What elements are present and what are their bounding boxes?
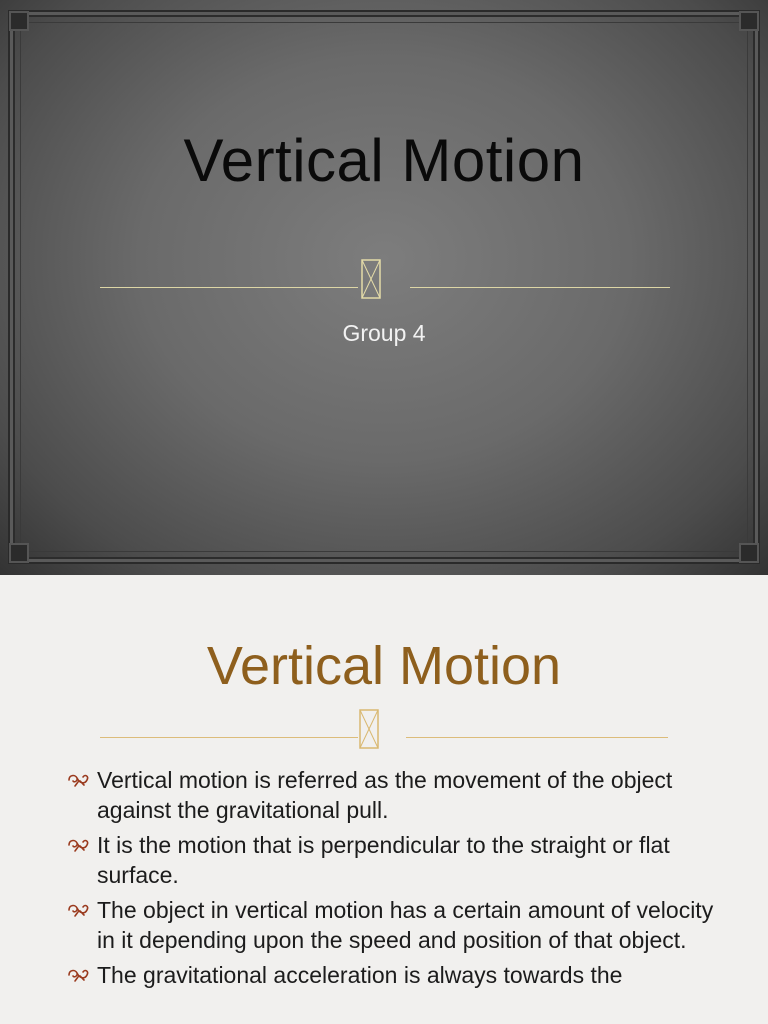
- ornamental-bullet-icon: [66, 898, 92, 920]
- bullet-text: Vertical motion is referred as the movement of the object against the gravitational pull.: [97, 767, 673, 823]
- frame-corner-ornament: [739, 11, 759, 31]
- frame-corner-ornament: [739, 543, 759, 563]
- bullet-item: [66, 895, 716, 955]
- slide-subtitle: Group 4: [342, 320, 426, 346]
- frame-corner-ornament: [9, 543, 29, 563]
- divider-ornament-icon: [361, 259, 377, 295]
- bullet-item: [66, 830, 716, 890]
- frame-corner-ornament: [9, 11, 29, 31]
- bullet-text: The object in vertical motion has a certain amount of velocity in it depending upon the speed and position of that object.: [97, 897, 714, 953]
- slide-title: Vertical Motion: [183, 127, 585, 194]
- divider-line-right: [410, 287, 670, 288]
- bullet-list: [66, 765, 716, 995]
- ornamental-bullet-icon: [66, 833, 92, 855]
- bullet-text: It is the motion that is perpendicular to the straight or flat surface.: [97, 832, 670, 888]
- divider-line-left: [100, 287, 358, 288]
- bullet-item: [66, 765, 716, 825]
- ornamental-bullet-icon: [66, 768, 92, 790]
- bullet-text: The gravitational acceleration is always towards the: [97, 962, 623, 988]
- bullet-item: [66, 960, 716, 990]
- ornamental-bullet-icon: [66, 963, 92, 985]
- divider-ornament-icon: [359, 709, 375, 745]
- slide-title: Vertical Motion: [206, 636, 562, 696]
- content-slide: [0, 575, 768, 1024]
- divider-line-right: [406, 737, 668, 738]
- divider-line-left: [100, 737, 358, 738]
